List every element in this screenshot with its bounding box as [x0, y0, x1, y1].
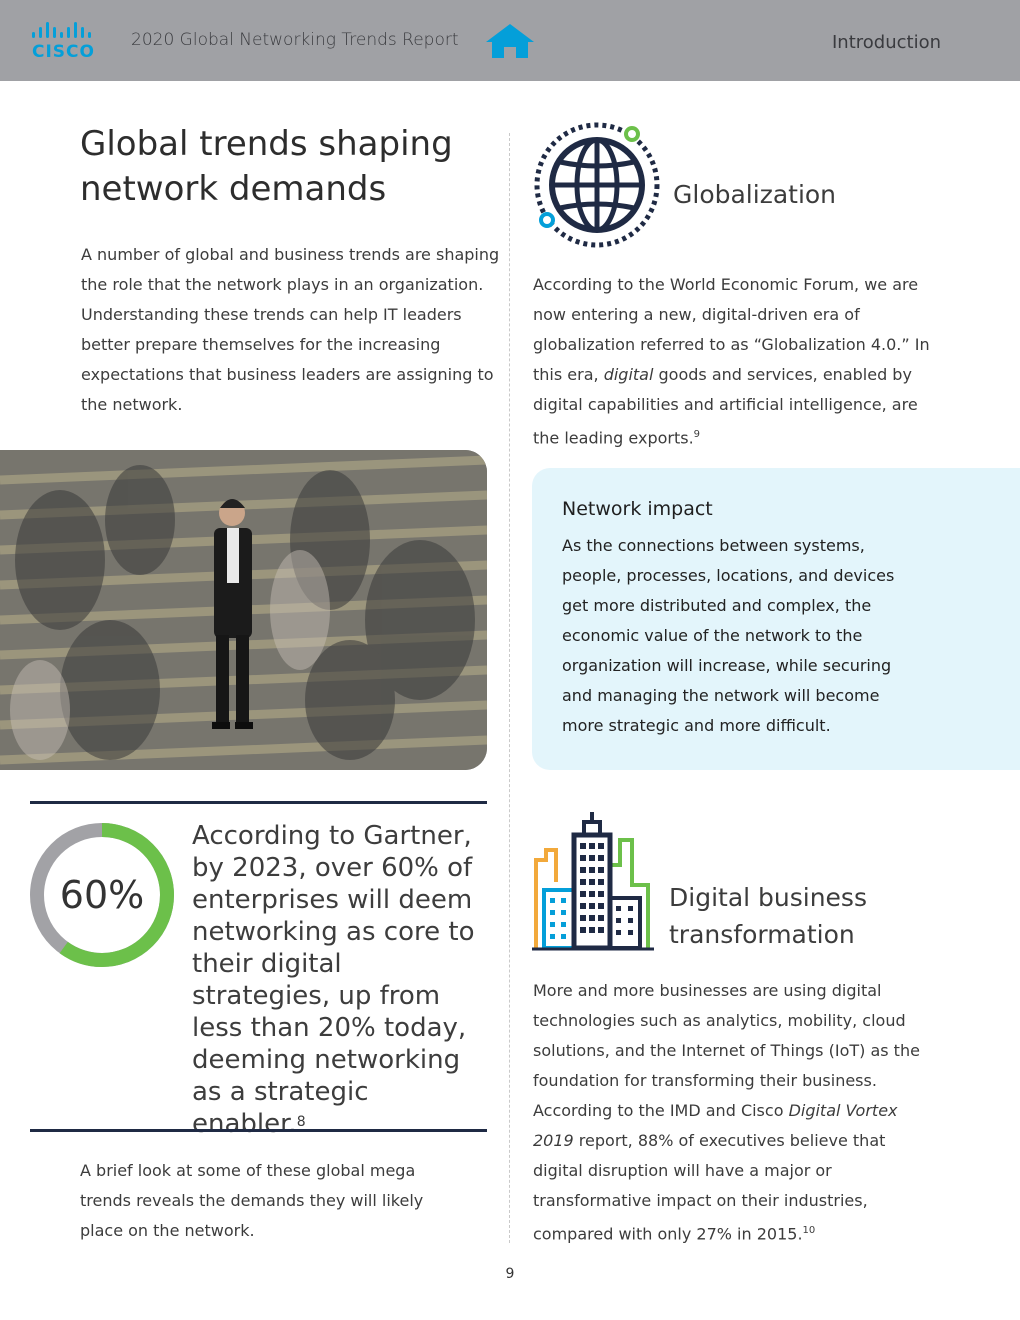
globalization-footnote[interactable]: 9: [693, 429, 701, 440]
cisco-logo-text: CISCO: [32, 42, 95, 62]
digital-business-heading: [669, 879, 919, 953]
stat-footnote[interactable]: 8: [296, 1114, 306, 1130]
crowd-photo: [0, 450, 487, 770]
network-impact-paragraph: As the connections between systems, people, processes, locations, and devices get more distributed and complex, the economic value of the network to the organization will increase, while securing and managing the network will become more strategic and more difficult.: [562, 536, 895, 735]
report-title: 2020 Global Networking Trends Report: [131, 30, 459, 50]
page-title-line1: Global trends shaping: [80, 124, 453, 164]
cisco-bars-icon: [30, 22, 92, 40]
header-bar: [0, 0, 1020, 81]
intro-paragraph: A number of global and business trends are shaping the role that the network plays in an organization. Understanding these trends can help IT leaders better prepare themselves for the increasing expectations that business leaders are assigning to the network.: [81, 245, 500, 414]
globalization-text-2: goods and services, enabled by digital capabilities and artificial intelligence, are the leading exports.: [533, 365, 918, 448]
stat-bottom-rule: [30, 1129, 487, 1132]
closing-paragraph: A brief look at some of these global mega trends reveals the demands they will likely place on the network.: [80, 1161, 424, 1240]
globalization-text-1: According to the World Economic Forum, we are now entering a new, digital-driven era of globalization referred to as “Globalization 4.0.” In this era,: [533, 275, 930, 384]
digital-business-text-em: Digital Vortex 2019: [533, 1101, 898, 1150]
cisco-logo[interactable]: [30, 22, 95, 62]
city-buildings-icon: [532, 810, 657, 952]
network-impact-heading: Network impact: [562, 498, 713, 520]
globalization-paragraph: [533, 270, 943, 453]
digital-business-paragraph: [533, 976, 933, 1249]
digital-business-text-2: report, 88% of executives believe that digital disruption will have a major or transformative impact on their industries, compared with only 27% in 2015.: [533, 1131, 886, 1244]
digital-business-heading-line1: Digital business: [669, 883, 867, 912]
page-title: [80, 122, 500, 212]
stat-quote-text: According to Gartner, by 2023, over 60% of enterprises will deem networking as core to their digital strategies, up from less than 20% today, deeming networking as a strategic enabler.: [192, 821, 475, 1139]
stat-quote: [192, 820, 482, 1140]
digital-business-text-1: More and more businesses are using digital technologies such as analytics, mobility, cloud solutions, and the Internet of Things (IoT) as the foundation for transforming their business. According to the IMD and Cisco: [533, 981, 920, 1120]
stat-top-rule: [30, 801, 487, 804]
crowd-photo-illustration: [0, 450, 487, 770]
page-number: 9: [505, 1266, 515, 1282]
home-icon[interactable]: [485, 22, 535, 60]
globalization-text-em: digital: [603, 365, 654, 384]
digital-business-heading-line2: transformation: [669, 920, 855, 949]
percentage-value: 60%: [59, 873, 145, 917]
page-title-line2: network demands: [80, 169, 387, 209]
digital-business-footnote[interactable]: 10: [802, 1225, 816, 1236]
globalization-heading: Globalization: [673, 180, 837, 209]
globe-icon: [532, 120, 662, 250]
section-link-introduction[interactable]: Introduction: [832, 32, 942, 53]
column-divider: [509, 133, 510, 1243]
